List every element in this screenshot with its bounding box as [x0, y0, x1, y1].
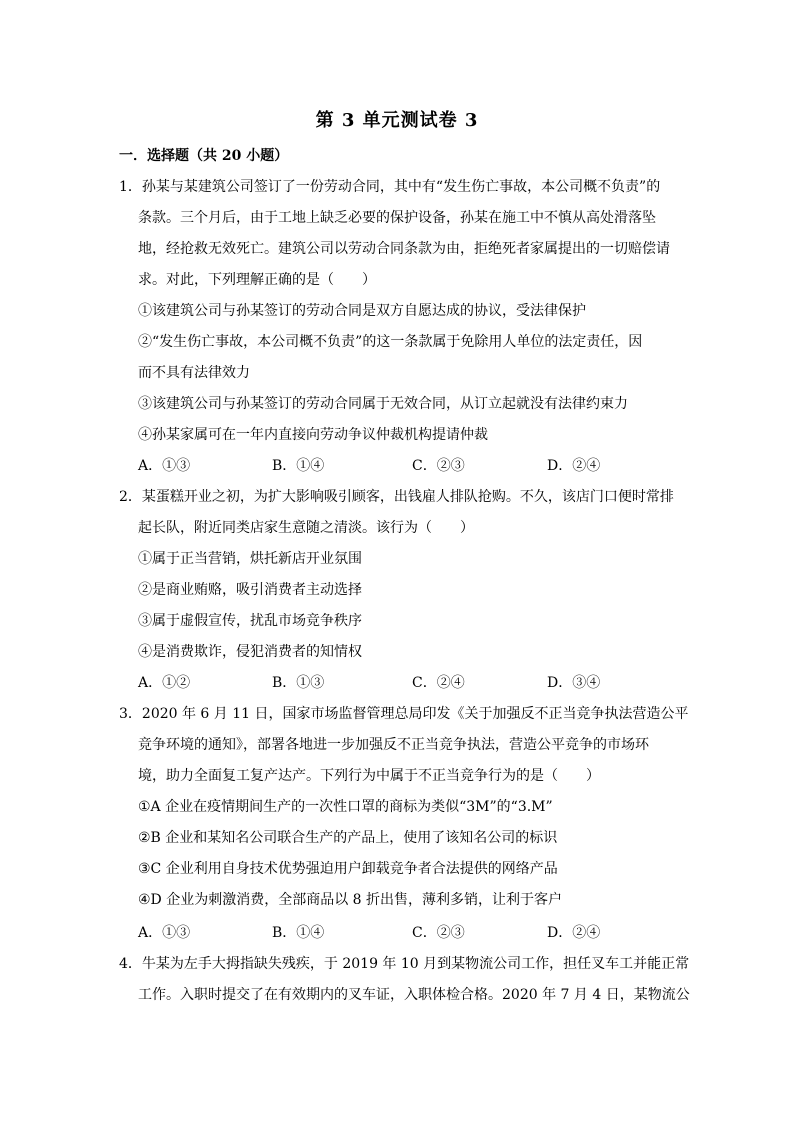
- question-1-option-d: D．②④: [547, 458, 601, 474]
- question-1-item-2-cont: 而不具有法律效力: [138, 365, 250, 381]
- question-2-option-a: A．①②: [138, 675, 191, 691]
- question-3-option-b: B．①④: [272, 925, 325, 941]
- section-heading: 一．选择题（共 20 小题）: [119, 148, 289, 164]
- question-2-item-4: ④是消费欺诈，侵犯消费者的知情权: [138, 644, 362, 660]
- question-1-item-2: ②“发生伤亡事故，本公司概不负责”的这一条款属于免除用人单位的法定责任，因: [138, 334, 643, 350]
- question-2-item-3: ③属于虚假宣传，扰乱市场竞争秩序: [138, 613, 362, 629]
- question-1-line-3: 地，经抢救无效死亡。建筑公司以劳动合同条款为由，拒绝死者家属提出的一切赔偿请: [138, 241, 670, 257]
- question-3-line-2: 竞争环境的通知》，部署各地进一步加强反不正当竞争执法，营造公平竞争的市场环: [138, 737, 649, 753]
- question-1-line-2: 条款。三个月后，由于工地上缺乏必要的保护设备，孙某在施工中不慎从高处滑落坠: [138, 210, 656, 226]
- page-title: 第 3 单元测试卷 3: [315, 110, 479, 131]
- question-3-line-1: 3．2020 年 6 月 11 日，国家市场监督管理总局印发《关于加强反不正当竞争执法营造公平: [119, 706, 689, 722]
- question-1-option-b: B．①④: [272, 458, 325, 474]
- question-2-line-1: 2．某蛋糕开业之初，为扩大影响吸引顾客，出钱雇人排队抢购。不久，该店门口便时常排: [119, 489, 674, 505]
- question-3-option-d: D．②④: [547, 925, 601, 941]
- question-2-item-2: ②是商业贿赂，吸引消费者主动选择: [138, 582, 362, 598]
- question-2-option-c: C．②④: [412, 675, 465, 691]
- question-2-line-2: 起长队，附近同类店家生意随之清淡。该行为（ ）: [138, 520, 474, 536]
- question-2-option-d: D．③④: [547, 675, 601, 691]
- question-3-line-3: 境，助力全面复工复产达产。下列行为中属于不正当竞争行为的是（ ）: [138, 768, 600, 784]
- question-2-item-1: ①属于正当营销，烘托新店开业氛围: [138, 551, 362, 567]
- question-1-option-c: C．②③: [412, 458, 465, 474]
- question-3-item-1: ①A 企业在疫情期间生产的一次性口罩的商标为类似“3M”的“3.M”: [138, 799, 553, 815]
- question-1-option-a: A．①③: [138, 458, 191, 474]
- question-1-line-1: 1．孙某与某建筑公司签订了一份劳动合同，其中有“发生伤亡事故，本公司概不负责”的: [119, 179, 661, 195]
- question-3-option-a: A．①③: [138, 925, 191, 941]
- question-3-item-4: ④D 企业为刺激消费，全部商品以 8 折出售，薄利多销，让利于客户: [138, 892, 563, 908]
- question-3-item-2: ②B 企业和某知名公司联合生产的产品上，使用了该知名公司的标识: [138, 830, 558, 846]
- question-3-item-3: ③C 企业利用自身技术优势强迫用户卸载竞争者合法提供的网络产品: [138, 861, 558, 877]
- question-1-line-4: 求。对此，下列理解正确的是（ ）: [138, 272, 376, 288]
- question-1-item-3: ③该建筑公司与孙某签订的劳动合同属于无效合同，从订立起就没有法律约束力: [138, 396, 628, 412]
- question-1-item-1: ①该建筑公司与孙某签订的劳动合同是双方自愿达成的协议，受法律保护: [138, 303, 586, 319]
- question-3-option-c: C．②③: [412, 925, 465, 941]
- question-1-item-4: ④孙某家属可在一年内直接向劳动争议仲裁机构提请仲裁: [138, 427, 488, 443]
- question-4-line-1: 4．牛某为左手大拇指缺失残疾，于 2019 年 10 月到某物流公司工作，担任叉车工并能正常: [119, 956, 690, 972]
- question-4-line-2: 工作。入职时提交了在有效期内的叉车证，入职体检合格。2020 年 7 月 4 日，某物流公: [138, 987, 690, 1003]
- question-2-option-b: B．①③: [272, 675, 325, 691]
